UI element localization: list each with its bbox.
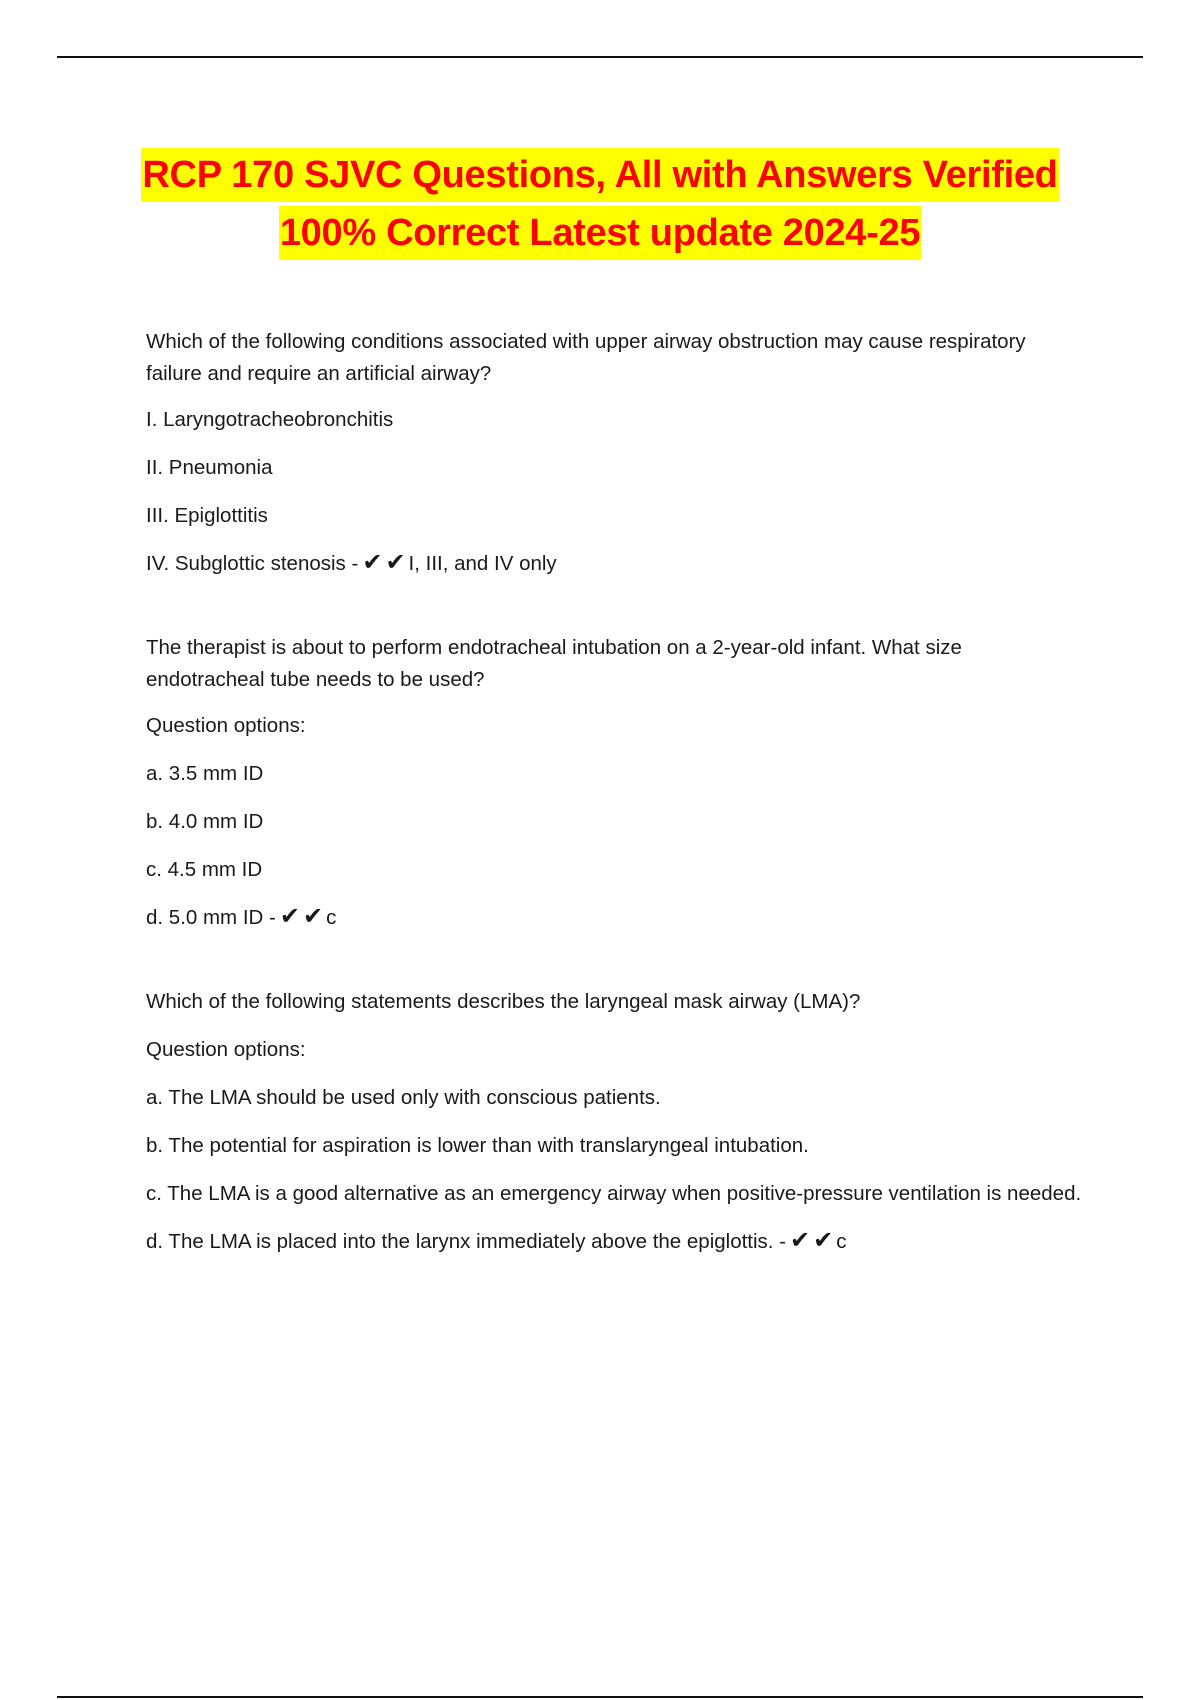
question-text: Which of the following conditions associated with upper airway obstruction may cause respiratory failure and require an artificial airway? — [146, 330, 1026, 385]
answer-text: I, III, and IV only — [408, 552, 557, 575]
option-item: d. 5.0 mm ID - — [146, 906, 276, 929]
option-item: b. The potential for aspiration is lower than with translaryngeal intubation. — [146, 1134, 809, 1157]
option-item: c. 4.5 mm ID — [146, 858, 263, 881]
question-text: The therapist is about to perform endotracheal intubation on a 2-year-old infant. What size endotracheal tube needs to be used? — [146, 636, 962, 691]
answer-text: c — [836, 1230, 847, 1253]
double-check-icon: ✔✔ — [279, 902, 327, 930]
option-item: III. Epiglottitis — [146, 504, 268, 527]
top-rule — [57, 56, 1143, 58]
option-item: IV. Subglottic stenosis - — [146, 552, 359, 575]
double-check-icon: ✔✔ — [790, 1226, 837, 1254]
option-item: II. Pneumonia — [146, 456, 273, 479]
answer-text: c — [326, 906, 337, 929]
double-check-icon: ✔✔ — [362, 548, 409, 576]
option-item: a. 3.5 mm ID — [146, 762, 264, 785]
options-label: Question options: — [146, 714, 306, 737]
option-item-with-answer — [146, 902, 1086, 934]
questions-content — [146, 326, 1086, 1310]
options-label: Question options: — [146, 1038, 306, 1061]
question-3 — [146, 986, 1086, 1258]
option-item-with-answer — [146, 548, 1086, 580]
option-item: d. The LMA is placed into the larynx immediately above the epiglottis. - — [146, 1230, 787, 1253]
bottom-rule — [57, 1696, 1143, 1698]
document-title — [0, 148, 1200, 264]
option-item: I. Laryngotracheobronchitis — [146, 408, 394, 431]
title-line-2: 100% Correct Latest update 2024-25 — [279, 206, 921, 260]
question-1 — [146, 326, 1086, 580]
option-item: a. The LMA should be used only with conscious patients. — [146, 1086, 661, 1109]
option-item: b. 4.0 mm ID — [146, 810, 264, 833]
question-text: Which of the following statements describes the laryngeal mask airway (LMA)? — [146, 990, 861, 1013]
title-line-1: RCP 170 SJVC Questions, All with Answers Verified — [141, 148, 1058, 202]
option-item: c. The LMA is a good alternative as an emergency airway when positive-pressure ventilation is needed. — [146, 1182, 1082, 1205]
option-item-with-answer — [146, 1226, 1086, 1258]
question-2 — [146, 632, 1086, 934]
